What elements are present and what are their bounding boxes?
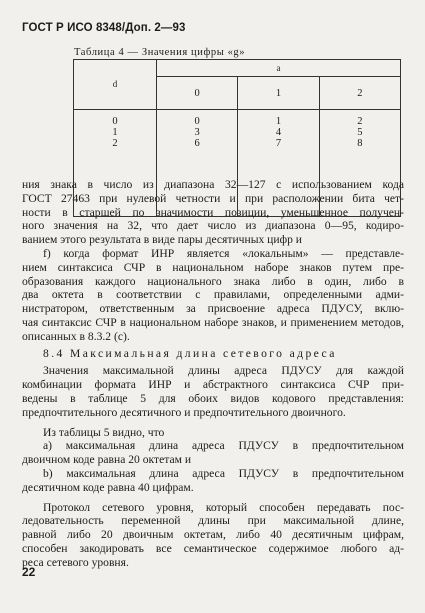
text-line: ния знака в число из диапазона 32—127 с использованием кода — [22, 178, 404, 191]
table-cell: 7 — [275, 138, 282, 149]
text-line: образования каждого национального знака либо в один, либо в — [22, 274, 404, 288]
text-line: a) максимальная длина адреса ПДУСУ в предпочтительном — [43, 439, 404, 453]
col-header-1: 1 — [238, 77, 319, 110]
text-line: ледовательность переменной длины при максимальной длине, — [22, 514, 404, 528]
text-line: реса сетевого уровня. — [22, 555, 129, 569]
text-line: Протокол сетевого уровня, который способен передавать пос- — [43, 500, 404, 514]
text-line: комбинации формата ИНР и абстрактного синтаксиса СЧР при- — [22, 378, 404, 392]
col-header-0: 0 — [157, 77, 238, 110]
col-group-header-cell — [157, 60, 401, 77]
table-cell: 5 — [357, 127, 363, 138]
text-line: способен закодировать все семантическое содержимое любого ад- — [22, 541, 404, 555]
col-header-2: 2 — [319, 77, 400, 110]
col-group-header-label: a — [276, 62, 281, 73]
text-line: ного значения на 32, что дает число из диапазона 0—95, кодиро- — [22, 219, 404, 233]
section-heading: 8.4 Максимальная длина сетевого адреса — [43, 346, 337, 360]
text-line: десятичном коде равна 40 цифрам. — [22, 480, 194, 494]
page-number: 22 — [22, 565, 36, 579]
text-line: предпочтительного десятичного и предпочтительного двоичного. — [22, 405, 346, 419]
running-header: ГОСТ Р ИСО 8348/Доп. 2—93 — [22, 22, 186, 34]
text-line: нием синтаксиса СЧР в национальном наборе знаков путем пре- — [22, 260, 404, 274]
text-line: нистратором, ответственным за присвоение адреса ПДУСУ, вклю- — [22, 302, 404, 316]
row-header-label: d — [112, 79, 118, 89]
table-caption: Таблица 4 — Значения цифры «g» — [74, 47, 246, 58]
table-cell: 1 — [275, 116, 282, 127]
text-line: чая синтаксис СЧР в национальном наборе знаков, и применением методов, описанных в 8.3.2 (с). — [22, 315, 404, 343]
text-line: Значения максимальной длины адреса ПДУСУ для каждой — [43, 364, 404, 378]
table-cell: 4 — [275, 127, 282, 138]
text-line: ванием этого результата в виде пары десятичных цифр и — [22, 233, 303, 247]
text-line: двоичном коде равна 20 октетам и — [22, 453, 192, 467]
text-line: b) максимальная длина адреса ПДУСУ в предпочтительном — [43, 466, 404, 480]
table-cell: 6 — [194, 138, 200, 149]
table-cell: 1 — [112, 127, 118, 138]
text-line: ведены в таблице 5 для обоих видов кодового представления: — [22, 391, 404, 405]
table-cell: 0 — [112, 116, 118, 127]
text-line: f) когда формат ИНР является «локальным» — представле- — [43, 246, 404, 260]
text-line: два октета в соответствии с правилами, определенными адми- — [22, 288, 404, 302]
row-header-cell — [74, 60, 157, 110]
text-line: ности в старшей по значимости позиции, уменьшенное получен- — [22, 205, 404, 219]
table-cell: 8 — [357, 138, 363, 149]
text-line: ГОСТ 27463 при нулевой четности и при расположении бита чет- — [22, 191, 404, 205]
table-cell: 2 — [112, 138, 118, 149]
table-cell: 3 — [194, 127, 200, 138]
body-text — [22, 178, 404, 570]
table-cell: 2 — [357, 116, 363, 127]
text-line: Из таблицы 5 видно, что — [43, 425, 165, 439]
table-cell: 0 — [194, 116, 200, 127]
text-line: равной либо 20 двоичным октетам, либо 40 десятичным цифрам, — [22, 528, 404, 542]
